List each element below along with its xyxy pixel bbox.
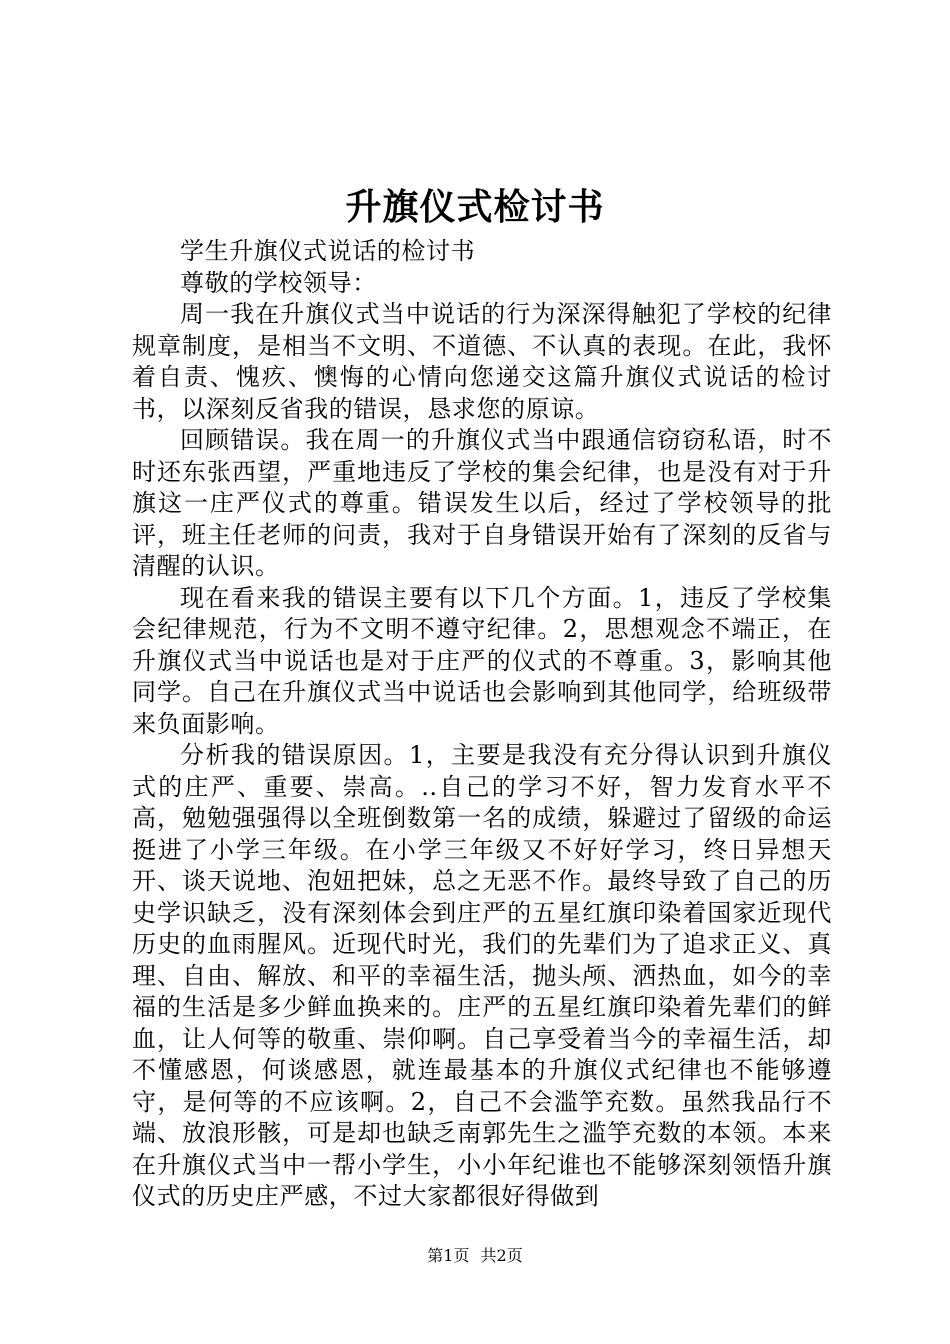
salutation-line: 尊敬的学校领导： [180,268,377,297]
document-title: 升旗仪式检讨书 [345,187,605,228]
page-total: 共2页 [480,1246,523,1265]
document-body [132,236,832,1213]
body-paragraph: 分析我的错误原因。1，主要是我没有充分得认识到升旗仪式的庄严、重要、崇高。..自己的学习不好，智力发育水平不高，勉勉强强得以全班倒数第一名的成绩，躲避过了留级的命运挺进了小学三年级。在小学三年级又不好好学习，终日异想天开、谈天说地、泡妞把妹，总之无恶不作。最终导致了自己的历史学识缺乏，没有深刻体会到庄严的五星红旗印染着国家近现代历史的血雨腥风。近现代时光，我们的先辈们为了追求正义、真理、自由、解放、和平的幸福生活，抛头颅、洒热血，如今的幸福的生活是多少鲜血换来的。庄严的五星红旗印染着先辈们的鲜血，让人何等的敬重、崇仰啊。自己享受着当今的幸福生活，却不懂感恩，何谈感恩，就连最基本的升旗仪式纪律也不能够遵守，是何等的不应该啊。2，自己不会滥竽充数。虽然我品行不端、放浪形骸，可是却也缺乏南郭先生之滥竽充数的本领。本来在升旗仪式当中一帮小学生，小小年纪谁也不能够深刻领悟升旗仪式的历史庄严感，不过大家都很好得做到 [132,741,832,1210]
body-paragraph: 现在看来我的错误主要有以下几个方面。1，违反了学校集会纪律规范，行为不文明不遵守纪律。2，思想观念不端正，在升旗仪式当中说话也是对于庄严的仪式的不尊重。3，影响其他同学。自己在升旗仪式当中说话也会影响到其他同学，给班级带来负面影响。 [132,583,832,738]
body-paragraph: 回顾错误。我在周一的升旗仪式当中跟通信窃窃私语，时不时还东张西望，严重地违反了学校的集会纪律，也是没有对于升旗这一庄严仪式的尊重。错误发生以后，经过了学校领导的批评，班主任老师的问责，我对于自身错误开始有了深刻的反省与清醒的认识。 [132,426,832,580]
body-paragraph: 周一我在升旗仪式当中说话的行为深深得触犯了学校的纪律规章制度，是相当不文明、不道德、不认真的表现。在此，我怀着自责、愧疚、懊悔的心情向您递交这篇升旗仪式说话的检讨书，以深刻反省我的错误，恳求您的原谅。 [132,300,832,423]
page-number: 第1页 [427,1246,470,1265]
page-footer [0,1246,950,1266]
subtitle-line: 学生升旗仪式说话的检讨书 [180,237,476,265]
